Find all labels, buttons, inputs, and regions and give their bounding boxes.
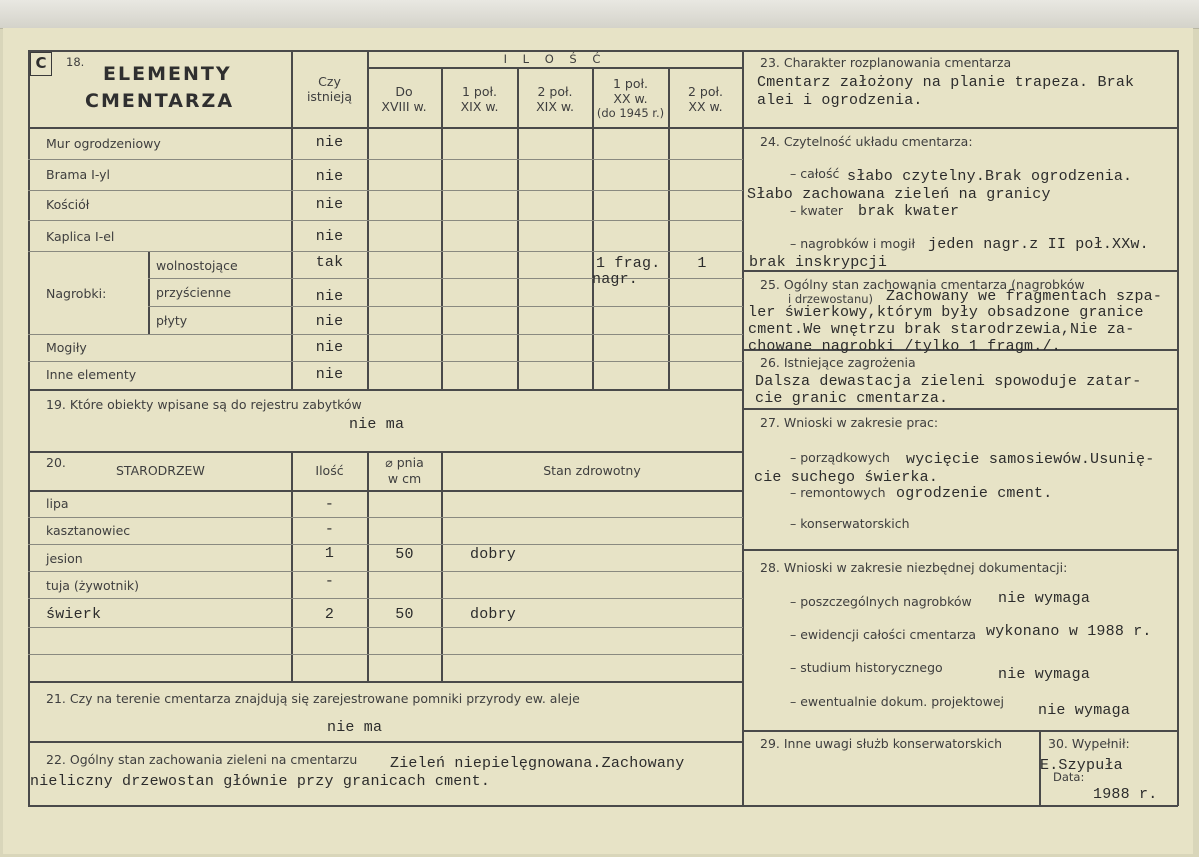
s24-kwater-value: brak kwater bbox=[858, 203, 960, 220]
col-2pol-xix-2: XIX w. bbox=[536, 99, 574, 114]
s25-value-1: Zachowany we fragmentach szpa- bbox=[886, 288, 1163, 305]
section-22-value-2: nieliczny drzewostan głównie przy granicach cment. bbox=[30, 773, 491, 790]
s27-rem-label: – remontowych bbox=[790, 485, 886, 500]
section-24-label: 24. Czytelność układu cmentarza: bbox=[760, 134, 973, 149]
s25-value-2: ler świerkowy,którym były obsadzone granice bbox=[748, 304, 1144, 321]
row-label-nagrobki: Nagrobki: bbox=[46, 286, 107, 301]
row-wolnostojace-1polxx-1: 1 frag. bbox=[596, 255, 661, 272]
s27-kons-label: – konserwatorskich bbox=[790, 516, 910, 531]
tree-name-jesion: jesion bbox=[46, 551, 83, 566]
section-20-number: 20. bbox=[46, 455, 66, 470]
section-23-label: 23. Charakter rozplanowania cmentarza bbox=[760, 55, 1012, 70]
category-letter-box: C bbox=[30, 52, 52, 76]
section-22-value-1: Zieleń niepielęgnowana.Zachowany bbox=[390, 755, 685, 772]
tree-name-swierk: świerk bbox=[46, 606, 102, 623]
tree-name-kasztanowiec: kasztanowiec bbox=[46, 523, 131, 538]
col-czy-label-1: Czy bbox=[318, 74, 341, 89]
col-stan-label: Stan zdrowotny bbox=[543, 463, 641, 478]
section-22-label: 22. Ogólny stan zachowania zieleni na cmentarzu bbox=[46, 752, 358, 767]
col-2pol-xix-1: 2 poł. bbox=[537, 84, 573, 99]
s30-data-label: Data: bbox=[1053, 770, 1085, 784]
s28-d-value: nie wymaga bbox=[1038, 702, 1131, 719]
row-value-mur: nie bbox=[315, 134, 344, 151]
s25-value-3: cment.We wnętrzu brak starodrzewia,Nie za- bbox=[748, 321, 1135, 338]
s25-value-4: chowane nagrobki /tylko 1 fragm./. bbox=[748, 338, 1061, 355]
s24-kwater-label: – kwater bbox=[790, 203, 844, 218]
s27-porz-value-2: cie suchego świerka. bbox=[754, 469, 939, 486]
section-26-label: 26. Istniejące zagrożenia bbox=[760, 355, 916, 370]
row-label-przyscienne: przyścienne bbox=[156, 285, 232, 300]
row-value-inne: nie bbox=[315, 366, 344, 383]
section-21-label: 21. Czy na terenie cmentarza znajdują się zarejestrowane pomniki przyrody ew. aleje bbox=[46, 691, 580, 706]
s28-c-label: – studium historycznego bbox=[790, 660, 943, 675]
row-label-plyty: płyty bbox=[156, 313, 188, 328]
s30-date: 1988 r. bbox=[1093, 786, 1158, 803]
row-value-brama: nie bbox=[315, 168, 344, 185]
row-label-mogily: Mogiły bbox=[46, 340, 87, 355]
s28-b-value: wykonano w 1988 r. bbox=[986, 623, 1152, 640]
tree-name-lipa: lipa bbox=[46, 496, 69, 511]
tree-qty-tuja: - bbox=[324, 573, 335, 590]
col-1pol-xx-3: (do 1945 r.) bbox=[596, 106, 665, 120]
col-1pol-xx-1: 1 poł. bbox=[612, 76, 649, 91]
tree-name-tuja: tuja (żywotnik) bbox=[46, 578, 140, 593]
row-value-plyty: nie bbox=[315, 313, 344, 330]
tree-stan-jesion: dobry bbox=[470, 546, 517, 563]
col-1pol-xx-2: XX w. bbox=[613, 91, 648, 106]
s28-d-label: – ewentualnie dokum. projektowej bbox=[790, 694, 1005, 709]
s30-name: E.Szypuła bbox=[1040, 757, 1123, 774]
row-label-wolnostojace: wolnostojące bbox=[156, 258, 238, 273]
tree-qty-swierk: 2 bbox=[324, 606, 335, 623]
col-pnia-label-1: ⌀ pnia bbox=[385, 455, 424, 470]
section-number-18: 18. bbox=[66, 55, 85, 69]
section-30-label: 30. Wypełnił: bbox=[1048, 736, 1130, 751]
s28-a-value: nie wymaga bbox=[998, 590, 1091, 607]
tree-cm-jesion: 50 bbox=[395, 546, 414, 563]
tree-stan-swierk: dobry bbox=[470, 606, 517, 623]
row-value-przyscienne: nie bbox=[315, 288, 344, 305]
section-20-header: STARODRZEW bbox=[116, 463, 205, 478]
col-ilosc-label: Ilość bbox=[315, 463, 344, 478]
col-do-xviii-1: Do bbox=[395, 84, 413, 99]
section-title-line1: ELEMENTY bbox=[103, 63, 232, 85]
s28-b-label: – ewidencji całości cmentarza bbox=[790, 627, 977, 642]
row-value-kaplica: nie bbox=[315, 228, 344, 245]
section-25-label-2: i drzewostanu) bbox=[788, 292, 874, 306]
col-pnia-label-2: w cm bbox=[387, 471, 422, 486]
s24-calosc-value-1: słabo czytelny.Brak ogrodzenia. bbox=[847, 168, 1133, 185]
row-wolnostojace-1polxx-2: nagr. bbox=[592, 271, 639, 288]
col-do-xviii-2: XVIII w. bbox=[381, 99, 427, 114]
col-1pol-xix-2: XIX w. bbox=[460, 99, 499, 114]
row-value-wolnostojace: tak bbox=[315, 254, 344, 271]
s26-value-2: cie granic cmentarza. bbox=[755, 390, 949, 407]
tree-qty-kasztanowiec: - bbox=[324, 521, 335, 538]
row-value-mogily: nie bbox=[315, 339, 344, 356]
section-27-label: 27. Wnioski w zakresie prac: bbox=[760, 415, 939, 430]
s24-nagrobkow-value-2: brak inskrypcji bbox=[749, 254, 888, 271]
col-2pol-xx-1: 2 poł. bbox=[687, 84, 724, 99]
section-23-value-2: alei i ogrodzenia. bbox=[757, 92, 923, 109]
section-25-label-1: 25. Ogólny stan zachowania cmentarza (nagrobków bbox=[760, 277, 1085, 292]
s24-calosc-label: – całość bbox=[790, 166, 840, 181]
section-21-value: nie ma bbox=[327, 719, 383, 736]
s28-a-label: – poszczególnych nagrobków bbox=[790, 594, 972, 609]
s24-calosc-value-2: Słabo zachowana zieleń na granicy bbox=[747, 186, 1051, 203]
col-1pol-xix-1: 1 poł. bbox=[461, 84, 498, 99]
section-title-line2: CMENTARZA bbox=[85, 90, 235, 112]
tree-qty-lipa: - bbox=[324, 496, 335, 513]
s26-value-1: Dalsza dewastacja zieleni spowoduje zatar- bbox=[755, 373, 1142, 390]
section-28-label: 28. Wnioski w zakresie niezbędnej dokumentacji: bbox=[760, 560, 1068, 575]
row-label-kosciol: Kościół bbox=[46, 197, 90, 212]
top-strip bbox=[0, 0, 1199, 29]
col-2pol-xx-2: XX w. bbox=[688, 99, 723, 114]
row-label-mur: Mur ogrodzeniowy bbox=[46, 136, 161, 151]
s27-rem-value: ogrodzenie cment. bbox=[896, 485, 1053, 502]
col-ilosc-header: I L O Ś Ć bbox=[503, 52, 607, 66]
s28-c-value: nie wymaga bbox=[998, 666, 1091, 683]
row-label-inne: Inne elementy bbox=[46, 367, 137, 382]
section-19-value: nie ma bbox=[349, 416, 405, 433]
row-label-brama: Brama I-yl bbox=[46, 167, 111, 182]
col-czy-label-2: istnieją bbox=[306, 89, 353, 104]
section-19-label: 19. Które obiekty wpisane są do rejestru zabytków bbox=[46, 397, 362, 412]
row-label-kaplica: Kaplica I-el bbox=[46, 229, 115, 244]
row-value-kosciol: nie bbox=[315, 196, 344, 213]
s24-nagrobkow-label: – nagrobków i mogił bbox=[790, 236, 916, 251]
tree-qty-jesion: 1 bbox=[324, 545, 335, 562]
row-wolnostojace-2polxx: 1 bbox=[697, 255, 707, 272]
s27-porz-label: – porządkowych bbox=[790, 450, 890, 465]
section-29-label: 29. Inne uwagi służb konserwatorskich bbox=[760, 736, 1002, 751]
section-23-value-1: Cmentarz założony na planie trapeza. Brak bbox=[757, 74, 1135, 91]
s27-porz-value-1: wycięcie samosiewów.Usunię- bbox=[906, 451, 1155, 468]
tree-cm-swierk: 50 bbox=[395, 606, 414, 623]
s24-nagrobkow-value-1: jeden nagr.z II poł.XXw. bbox=[928, 236, 1149, 253]
